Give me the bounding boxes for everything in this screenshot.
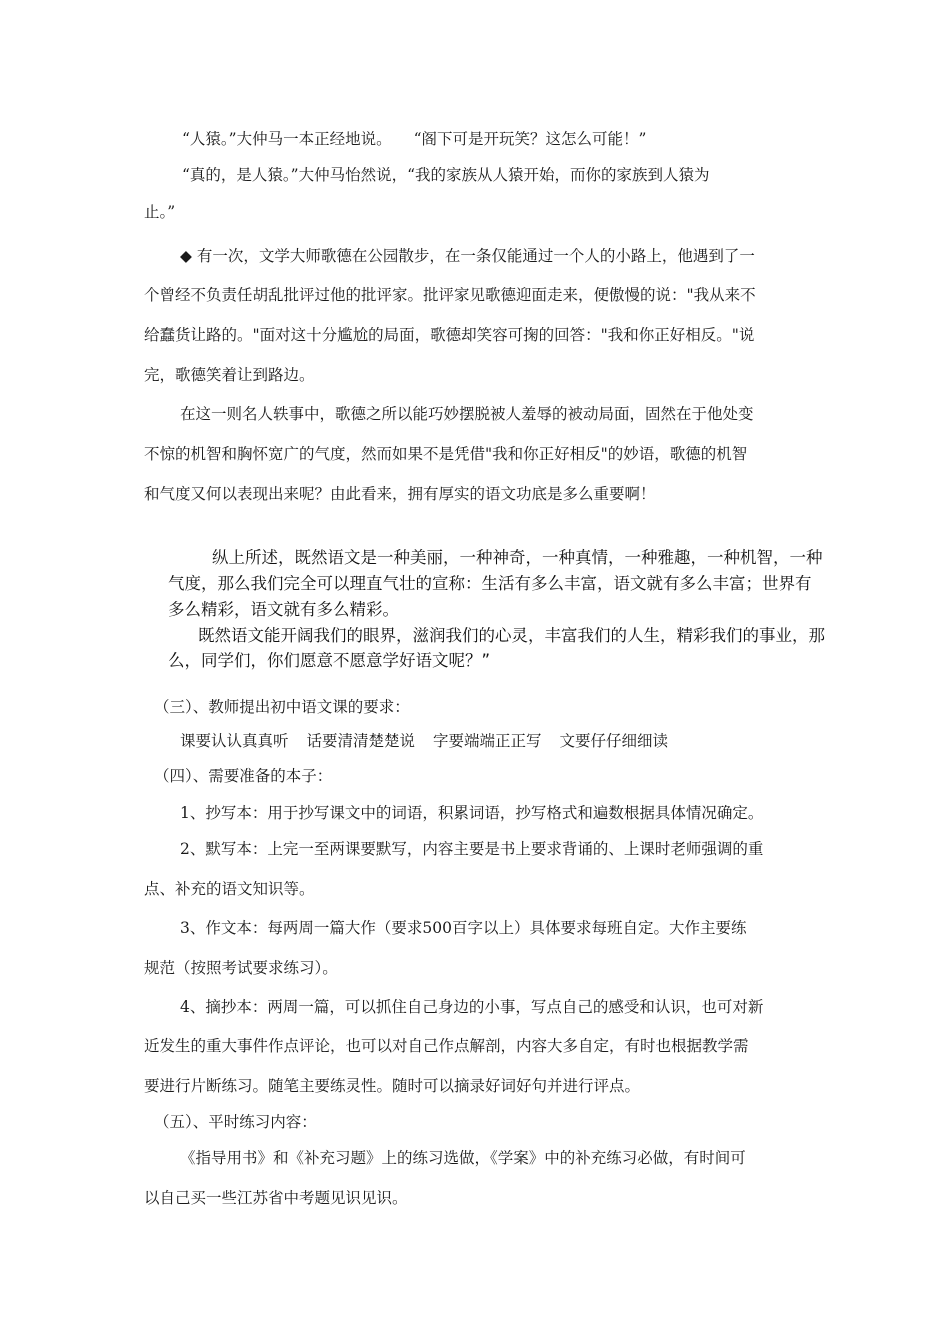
requirement-list [180,729,668,751]
section-heading: （四）、需要准备的本子： [154,767,333,785]
dialogue-text: “人猿。”大仲马一本正经地说。 [182,130,392,148]
paragraph-line: 不惊的机智和胸怀宽广的气度，然而如果不是凭借"我和你正好相反"的妙语，歌德的机智 [144,445,748,463]
paragraph-line: 以自己买一些江苏省中考题见识见识。 [144,1189,408,1207]
summary-line: 纵上所述，既然语文是一种美丽，一种神奇，一种真情，一种雅趣，一种机智，一种 [212,548,823,567]
list-item-continued: 点、补充的语文知识等。 [144,880,315,898]
list-item: 4、摘抄本：两周一篇，可以抓住自己身边的小事，写点自己的感受和认识，也可对新 [180,998,764,1016]
list-item-continued: 规范（按照考试要求练习）。 [144,959,338,977]
paragraph-line: “真的，是人猿。”大仲马怡然说，“我的家族从人猿开始，而你的家族到人猿为 [182,166,710,184]
dialogue-text: “阁下可是开玩笑？这怎么可能！” [413,130,647,148]
section-heading: （五）、平时练习内容： [154,1113,317,1131]
paragraph-line [182,127,646,149]
list-item: 2、默写本：上完一至两课要默写，内容主要是书上要求背诵的、上课时老师强调的重 [180,840,764,858]
paragraph-line: 和气度又何以表现出来呢？由此看来，拥有厚实的语文功底是多么重要啊！ [144,485,656,503]
paragraph-line: 完，歌德笑着让到路边。 [144,366,315,384]
requirement-item: 文要仔仔细细读 [559,732,669,750]
summary-line: 多么精彩，语文就有多么精彩。 [168,600,399,619]
list-item-continued: 近发生的重大事件作点评论，也可以对自己作点解剖，内容大多自定，有时也根据教学需 [144,1037,749,1055]
paragraph-line: 给蠢货让路的。"面对这十分尴尬的局面，歌德却笑容可掬的回答："我和你正好相反。"说 [144,326,755,344]
list-item-continued: 要进行片断练习。随笔主要练灵性。随时可以摘录好词好句并进行评点。 [144,1077,641,1095]
paragraph-line: 在这一则名人轶事中，歌德之所以能巧妙摆脱被人羞辱的被动局面，固然在于他处变 [180,405,754,423]
paragraph-line: 个曾经不负责任胡乱批评过他的批评家。批评家见歌德迎面走来，便傲慢的说："我从来不 [144,286,756,304]
paragraph-line: ◆ 有一次，文学大师歌德在公园散步，在一条仅能通过一个人的小路上，他遇到了一 [180,247,755,265]
paragraph-line: 《指导用书》和《补充习题》上的练习选做，《学案》中的补充练习必做，有时间可 [180,1149,746,1167]
summary-line: 既然语文能开阔我们的眼界，滋润我们的心灵，丰富我们的人生，精彩我们的事业，那 [198,626,825,645]
requirement-item: 字要端端正正写 [433,732,542,750]
list-item: 3、作文本：每两周一篇大作（要求500百字以上）具体要求每班自定。大作主要练 [180,919,747,937]
requirement-item: 话要清清楚楚说 [306,732,416,750]
requirement-item: 课要认认真真听 [180,732,289,750]
list-item: 1、抄写本：用于抄写课文中的词语，积累词语，抄写格式和遍数根据具体情况确定。 [180,804,764,822]
summary-line: 么，同学们，你们愿意不愿意学好语文呢？” [168,651,491,670]
summary-line: 气度，那么我们完全可以理直气壮的宣称：生活有多么丰富，语文就有多么丰富；世界有 [168,574,812,593]
paragraph-line: 止。” [144,203,176,221]
section-heading: （三）、教师提出初中语文课的要求： [154,698,410,716]
